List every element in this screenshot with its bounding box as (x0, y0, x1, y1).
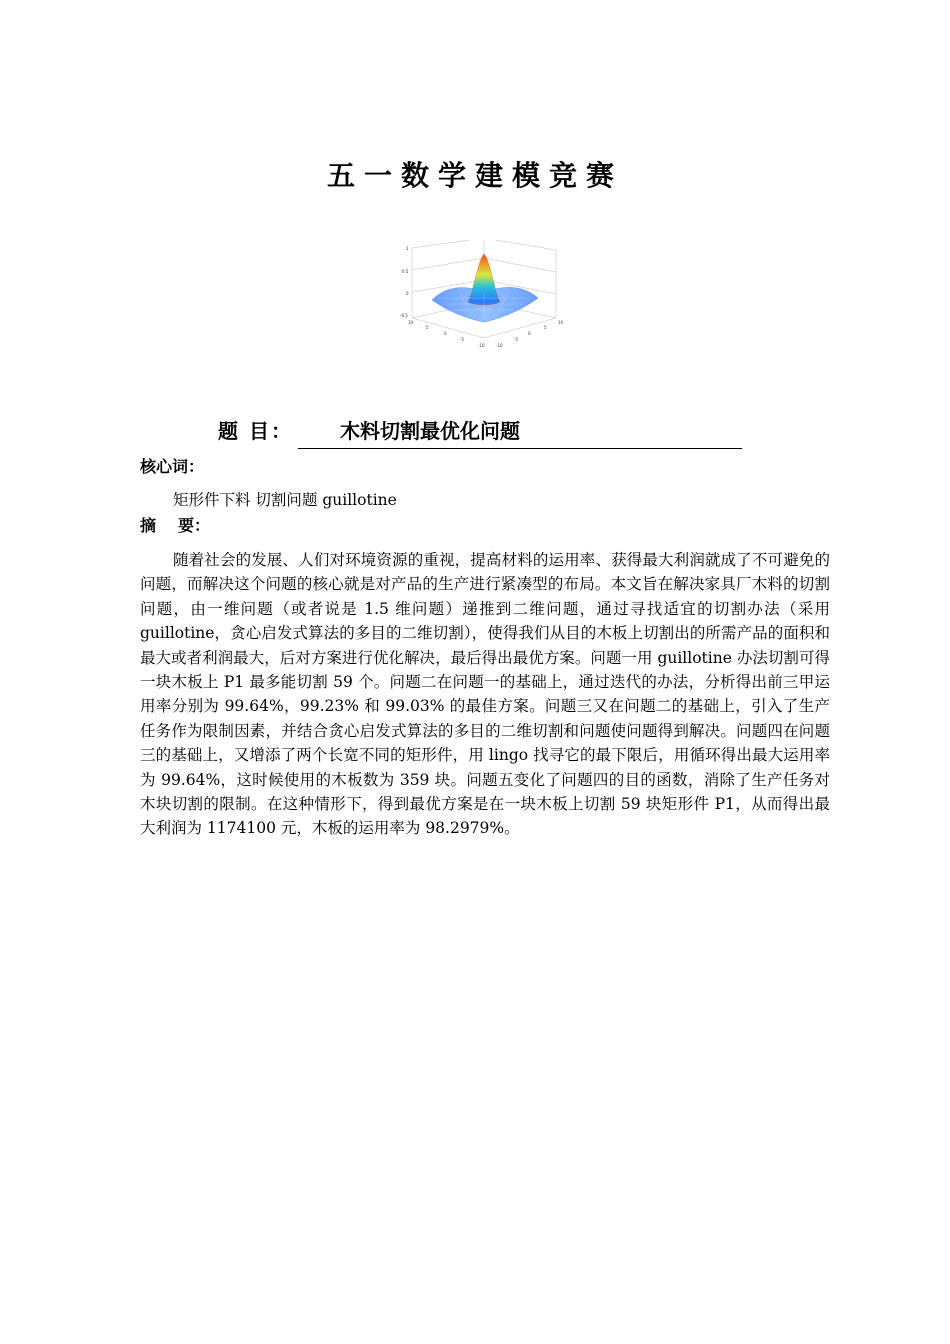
abstract-heading-right: 要： (178, 516, 211, 535)
x-axis-ticks (408, 320, 485, 348)
x-tick-label: -10 (478, 343, 485, 348)
y-tick-label: 10 (558, 320, 564, 325)
z-tick-label: 1 (406, 246, 409, 251)
topic-underline (298, 448, 742, 449)
y-tick-label: -10 (496, 343, 503, 348)
abstract-body: 随着社会的发展、人们对环境资源的重视，提高材料的运用率、获得最大利润就成了不可避免的问题，而解决这个问题的核心就是对产品的生产进行紧凑型的布局。本文旨在解决家具厂木料的切割问题，由一维问题（或者说是 1.5 维问题）递推到二维问题，通过寻找适宜的切割办法（采用 guillotine，贪心启发式算法的多目的二维切割），使得我们从目的木板上切割出的所需产品的面积和最大或者利润最大，后对方案进行优化解决，最后得出最优方案。问题一用 guillotine 办法切割可得一块木板上 P1 最多能切割 59 个。问题二在问题一的基础上，通过迭代的办法，分析得出前三甲运用率分别为 99.64%，99.23% 和 99.03% 的最佳方案。问题三又在问题二的基础上，引入了生产任务作为限制因素，并结合贪心启发式算法的多目的二维切割和问题使问题得到解决。问题四在问题三的基础上，又增添了两个长宽不同的矩形件，用 lingo 找寻它的最下限后，用循环得出最大运用率为 99.64%，这时候使用的木板数为 359 块。问题五变化了问题四的目的函数，消除了生产任务对木块切割的限制。在这种情形下，得到最优方案是在一块木板上切割 59 块矩形件 P1，从而得出最大利润为 1174100 元，木板的运用率为 98.2979%。 (140, 551, 830, 838)
x-tick-label: -5 (460, 337, 464, 342)
z-tick-label: 0.5 (402, 269, 409, 274)
x-tick-label: 0 (444, 331, 447, 336)
x-tick-label: 10 (408, 320, 414, 325)
surface-plot-figure (398, 240, 570, 358)
x-tick-label: 5 (426, 325, 429, 330)
z-tick-label: -0.5 (400, 313, 408, 318)
topic-title: 木料切割最优化问题 (340, 419, 520, 443)
topic-label: 题 目： (218, 419, 293, 443)
abstract-heading (140, 515, 210, 537)
y-axis-ticks (496, 320, 564, 348)
y-tick-label: 5 (544, 325, 547, 330)
document-title: 五一数学建模竞赛 (326, 159, 623, 192)
keywords-heading: 核心词： (140, 457, 205, 476)
y-tick-label: -5 (514, 337, 518, 342)
z-tick-label: 0 (406, 291, 409, 296)
z-axis-ticks (400, 246, 409, 318)
y-tick-label: 0 (528, 331, 531, 336)
abstract-heading-left: 摘 (140, 516, 157, 535)
keywords-text: 矩形件下料 切割问题 guillotine (173, 491, 397, 509)
